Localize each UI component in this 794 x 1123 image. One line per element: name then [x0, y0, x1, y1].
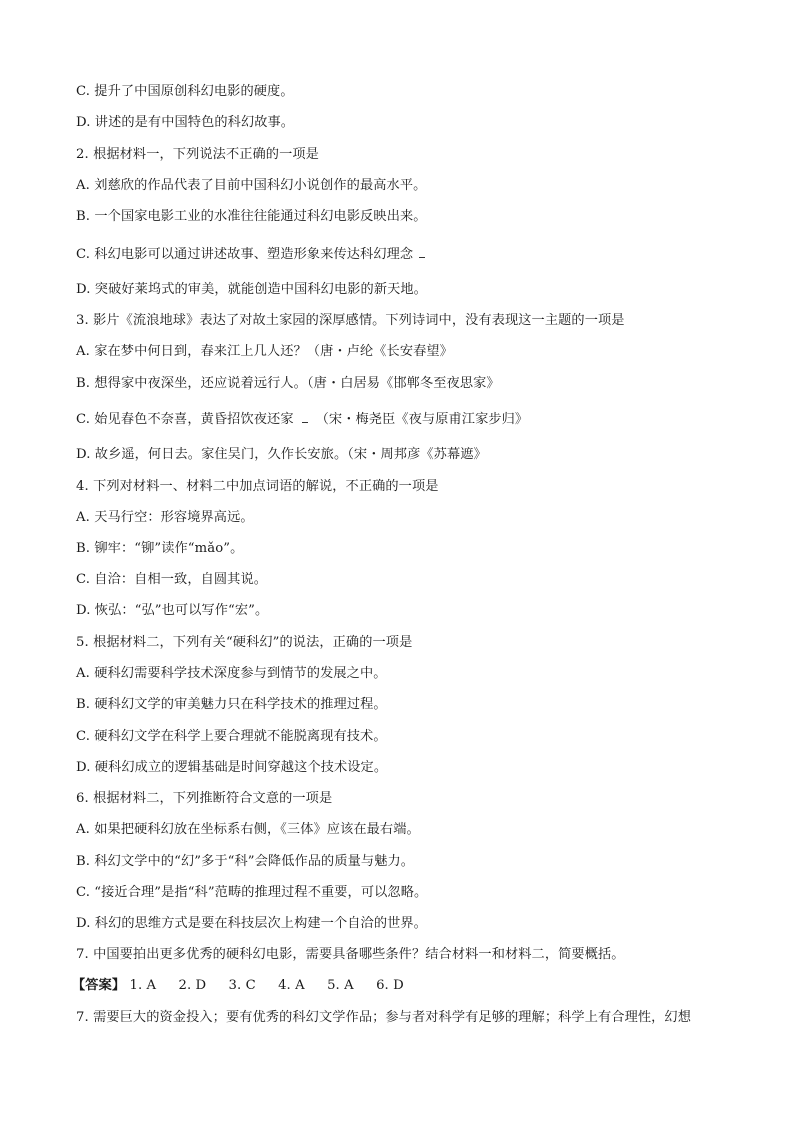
- question-2: 2. 根据材料一，下列说法不正确的一项是: [76, 147, 319, 162]
- question-7: 7. 中国要拍出更多优秀的硬科幻电影，需要具备哪些条件？结合材料一和材料二，简要概括。: [76, 947, 625, 962]
- answer-7-text: 7. 需要巨大的资金投入；要有优秀的科幻文学作品；参与者对科学有足够的理解；科学上有合理性，幻想: [76, 1010, 692, 1025]
- answer-item: 2. D: [178, 978, 207, 993]
- option-b-q2: B. 一个国家电影工业的水准往往能通过科幻电影反映出来。: [76, 209, 427, 224]
- option-d-q6: D. 科幻的思维方式是要在科技层次上构建一个自洽的世界。: [76, 916, 427, 931]
- answer-line: [72, 977, 734, 995]
- option-d-q5: D. 硬科幻成立的逻辑基础是时间穿越这个技术设定。: [76, 760, 388, 775]
- option-b-q4: B. 铆牢：“铆”读作“mǎo”。: [76, 541, 244, 556]
- option-c-q5: C. 硬科幻文学在科学上要合理就不能脱离现有技术。: [76, 729, 387, 744]
- option-a-q2: A. 刘慈欣的作品代表了目前中国科幻小说创作的最高水平。: [76, 178, 427, 193]
- option-b-q3: B. 想得家中夜深坐，还应说着远行人。（唐・白居易《邯郸冬至夜思家》: [76, 376, 500, 391]
- option-c-q6: C. “接近合理”是指“科”范畴的推理过程不重要，可以忽略。: [76, 885, 428, 900]
- option-b-q6: B. 科幻文学中的“幻”多于“科”会降低作品的质量与魅力。: [76, 854, 415, 869]
- answer-item: 1. A: [129, 978, 157, 993]
- question-6: 6. 根据材料二，下列推断符合文意的一项是: [76, 791, 333, 806]
- question-4: 4. 下列对材料一、材料二中加点词语的解说，不正确的一项是: [76, 479, 439, 494]
- question-3: 3. 影片《流浪地球》表达了对故土家园的深厚感情。下列诗词中，没有表现这一主题的一项是: [76, 313, 625, 328]
- option-d-q3: D. 故乡遥，何日去。家住吴门，久作长安旅。（宋・周邦彦《苏幕遮》: [76, 447, 487, 462]
- question-5: 5. 根据材料二，下列有关“硬科幻”的说法，正确的一项是: [76, 635, 413, 650]
- answer-item: 3. C: [228, 978, 256, 993]
- option-c-q2: C. 科幻电影可以通过讲述故事、塑造形象来传达科幻理念: [76, 243, 734, 264]
- option-d-q1: D. 讲述的是有中国特色的科幻故事。: [76, 115, 295, 130]
- option-a-q6: A. 如果把硬科幻放在坐标系右侧，《三体》应该在最右端。: [76, 822, 420, 837]
- answer-item: 5. A: [327, 978, 354, 993]
- option-d-q2: D. 突破好莱坞式的审美，就能创造中国科幻电影的新天地。: [76, 282, 427, 297]
- answer-tag: 【答案】: [72, 978, 126, 993]
- option-c-q3: C. 始见春色不奈喜，黄昏招饮夜还家 （宋・梅尧臣《夜与原甫江家步归》: [76, 408, 734, 429]
- option-a-q4: A. 天马行空：形容境界高远。: [76, 510, 254, 525]
- answer-item: 6. D: [376, 978, 404, 993]
- option-c-q4: C. 自洽：自相一致，自圆其说。: [76, 572, 268, 587]
- option-a-q5: A. 硬科幻需要科学技术深度参与到情节的发展之中。: [76, 666, 387, 681]
- option-a-q3: A. 家在梦中何日到，春来江上几人还？（唐・卢纶《长安春望》: [76, 344, 453, 359]
- option-b-q5: B. 硬科幻文学的审美魅力只在科学技术的推理过程。: [76, 697, 387, 712]
- option-d-q4: D. 恢弘：“弘”也可以写作“宏”。: [76, 603, 269, 618]
- underline-mark: [302, 408, 308, 423]
- underline-mark: [419, 243, 425, 258]
- option-c-q1: C. 提升了中国原创科幻电影的硬度。: [76, 84, 294, 99]
- answer-item: 4. A: [278, 978, 305, 993]
